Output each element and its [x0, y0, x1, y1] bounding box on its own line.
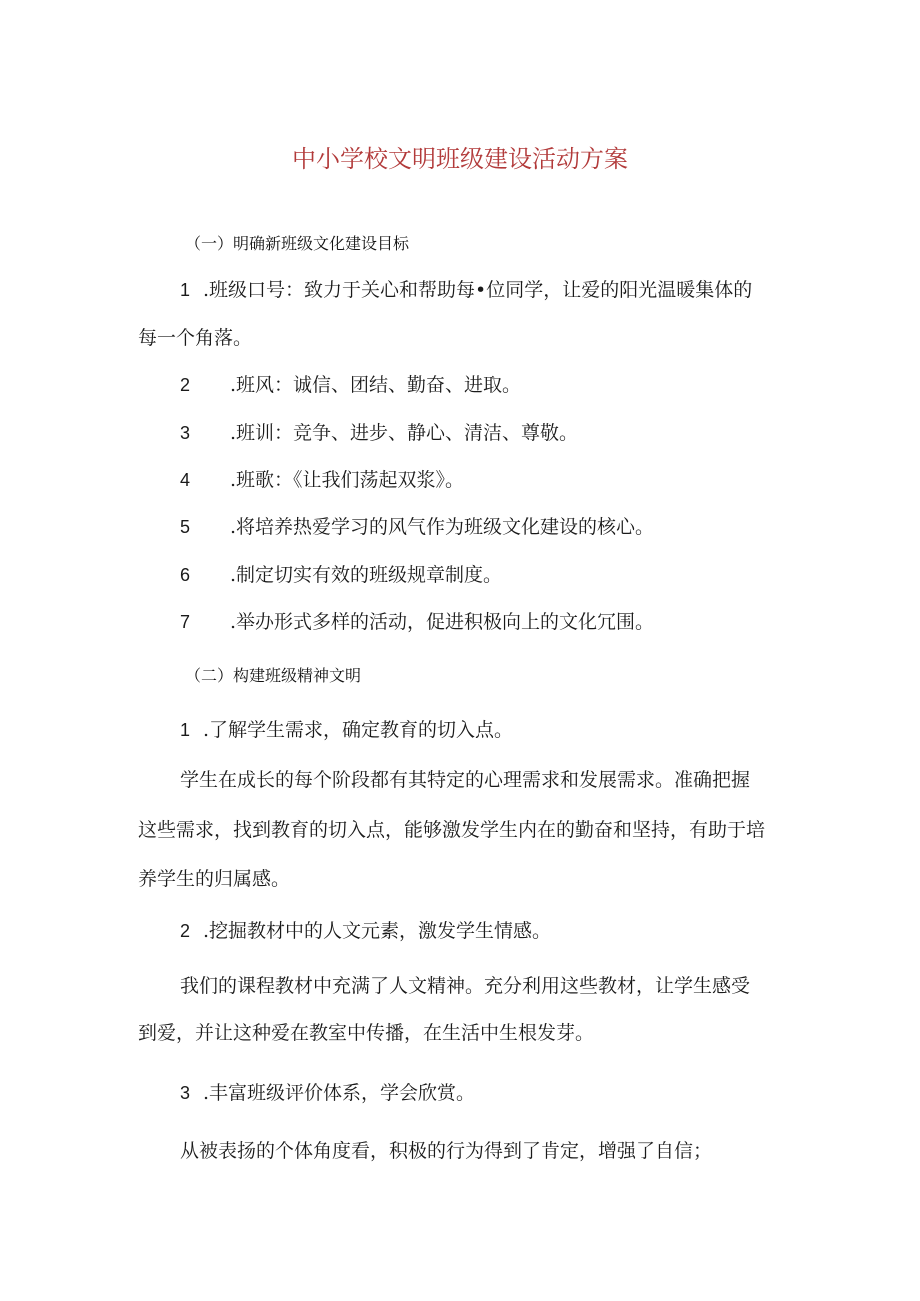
item-number: 4 [180, 470, 191, 490]
paragraph-line: 这些需求，找到教育的切入点，能够激发学生内在的勤奋和坚持，有助于培 [138, 819, 766, 841]
item-number: 5 [180, 517, 191, 537]
item-text: .班歌：《让我们荡起双浆》。 [230, 469, 465, 491]
section-heading-1: （一）明确新班级文化建设目标 [185, 234, 410, 253]
item-text: .班训：竞争、进步、静心、清洁、尊敬。 [230, 422, 579, 444]
paragraph-line: 我们的课程教材中充满了人文精神。充分利用这些教材，让学生感受 [180, 975, 751, 997]
item-text: .将培养热爱学习的风气作为班级文化建设的核心。 [230, 516, 655, 538]
item-number: 3 [180, 423, 191, 443]
item-text: .举办形式多样的活动，促进积极向上的文化冗围。 [230, 611, 655, 633]
subsection-title: .挖掘教材中的人文元素，激发学生情感。 [203, 920, 552, 942]
item-number: 6 [180, 565, 191, 585]
item-number: 2 [180, 921, 191, 941]
item-number: 2 [180, 375, 191, 395]
paragraph-line: 学生在成长的每个阶段都有其特定的心理需求和发展需求。准确把握 [180, 769, 751, 791]
item-number: 7 [180, 612, 191, 632]
item-text: .制定切实有效的班级规章制度。 [230, 564, 503, 586]
paragraph-line: 到爱，并让这种爱在教室中传播，在生活中生根发芽。 [138, 1022, 595, 1044]
paragraph-line: 养学生的归属感。 [138, 868, 291, 890]
section-heading-2: （二）构建班级精神文明 [185, 666, 362, 685]
item-number: 3 [180, 1083, 191, 1103]
item-text: .班风：诚信、团结、勤奋、进取。 [230, 374, 522, 396]
item-number: 1 [180, 720, 191, 740]
subsection-title: .丰富班级评价体系，学会欣赏。 [203, 1082, 476, 1104]
item-number: 1 [180, 280, 191, 300]
document-title: 中小学校文明班级建设活动方案 [292, 145, 628, 173]
paragraph-line: 从被表扬的个体角度看，积极的行为得到了肯定，增强了自信； [180, 1140, 713, 1162]
subsection-title: .了解学生需求，确定教育的切入点。 [203, 719, 514, 741]
item-text-continuation: 每一个角落。 [138, 327, 253, 349]
item-text: .班级口号：致力于关心和帮助每•位同学，让爱的阳光温暖集体的 [203, 279, 753, 301]
